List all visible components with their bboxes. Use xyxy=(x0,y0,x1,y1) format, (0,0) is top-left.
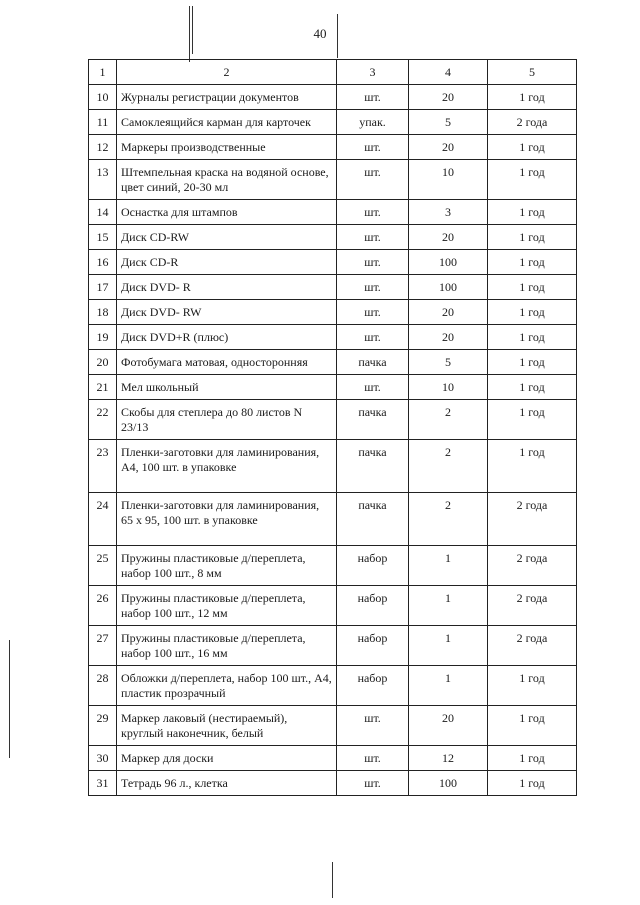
row-number: 20 xyxy=(89,350,117,375)
item-name: Журналы регистрации документов xyxy=(117,85,337,110)
item-name: Мел школьный xyxy=(117,375,337,400)
row-number: 17 xyxy=(89,275,117,300)
row-number: 12 xyxy=(89,135,117,160)
item-name: Пленки-заготовки для ламинирования, А4, 100 шт. в упаковке xyxy=(117,440,337,493)
table-row xyxy=(89,85,577,110)
quantity: 1 xyxy=(409,666,488,706)
row-number: 14 xyxy=(89,200,117,225)
unit-of-measure: пачка xyxy=(337,400,409,440)
unit-of-measure: шт. xyxy=(337,706,409,746)
item-name: Диск CD-R xyxy=(117,250,337,275)
item-name: Диск DVD- RW xyxy=(117,300,337,325)
quantity: 2 xyxy=(409,400,488,440)
item-name: Диск DVD- R xyxy=(117,275,337,300)
item-name: Штемпельная краска на водяной основе, цвет синий, 20-30 мл xyxy=(117,160,337,200)
quantity: 20 xyxy=(409,300,488,325)
table-row xyxy=(89,200,577,225)
item-name: Маркер лаковый (нестираемый), круглый наконечник, белый xyxy=(117,706,337,746)
service-term: 2 года xyxy=(488,586,577,626)
unit-of-measure: шт. xyxy=(337,300,409,325)
service-term: 1 год xyxy=(488,440,577,493)
page-number: 40 xyxy=(313,26,327,41)
row-number: 27 xyxy=(89,626,117,666)
column-header-2: 2 xyxy=(117,60,337,85)
service-term: 1 год xyxy=(488,350,577,375)
unit-of-measure: пачка xyxy=(337,440,409,493)
service-term: 1 год xyxy=(488,400,577,440)
table-row xyxy=(89,400,577,440)
unit-of-measure: шт. xyxy=(337,771,409,796)
service-term: 1 год xyxy=(488,85,577,110)
table-row xyxy=(89,706,577,746)
service-term: 1 год xyxy=(488,160,577,200)
unit-of-measure: шт. xyxy=(337,375,409,400)
unit-of-measure: шт. xyxy=(337,200,409,225)
unit-of-measure: шт. xyxy=(337,275,409,300)
row-number: 24 xyxy=(89,493,117,546)
item-name: Обложки д/переплета, набор 100 шт., А4, пластик прозрачный xyxy=(117,666,337,706)
row-number: 13 xyxy=(89,160,117,200)
service-term: 1 год xyxy=(488,200,577,225)
unit-of-measure: набор xyxy=(337,546,409,586)
service-term: 1 год xyxy=(488,300,577,325)
quantity: 5 xyxy=(409,110,488,135)
row-number: 28 xyxy=(89,666,117,706)
table-row xyxy=(89,440,577,493)
unit-of-measure: шт. xyxy=(337,135,409,160)
service-term: 1 год xyxy=(488,746,577,771)
quantity: 20 xyxy=(409,85,488,110)
unit-of-measure: пачка xyxy=(337,350,409,375)
row-number: 15 xyxy=(89,225,117,250)
row-number: 25 xyxy=(89,546,117,586)
row-number: 23 xyxy=(89,440,117,493)
item-name: Пружины пластиковые д/переплета, набор 100 шт., 12 мм xyxy=(117,586,337,626)
scan-artifact-line-left xyxy=(9,640,10,758)
table-row xyxy=(89,350,577,375)
unit-of-measure: упак. xyxy=(337,110,409,135)
quantity: 20 xyxy=(409,325,488,350)
column-header-4: 4 xyxy=(409,60,488,85)
table-row xyxy=(89,375,577,400)
table-row xyxy=(89,586,577,626)
quantity: 12 xyxy=(409,746,488,771)
quantity: 1 xyxy=(409,626,488,666)
table-row xyxy=(89,666,577,706)
goods-table-header xyxy=(89,60,577,85)
row-number: 22 xyxy=(89,400,117,440)
quantity: 10 xyxy=(409,375,488,400)
table-row xyxy=(89,275,577,300)
unit-of-measure: шт. xyxy=(337,160,409,200)
row-number: 11 xyxy=(89,110,117,135)
goods-table xyxy=(88,59,577,796)
column-header-1: 1 xyxy=(89,60,117,85)
table-row xyxy=(89,135,577,160)
service-term: 2 года xyxy=(488,546,577,586)
unit-of-measure: шт. xyxy=(337,85,409,110)
unit-of-measure: шт. xyxy=(337,746,409,771)
item-name: Самоклеящийся карман для карточек xyxy=(117,110,337,135)
item-name: Маркер для доски xyxy=(117,746,337,771)
unit-of-measure: шт. xyxy=(337,250,409,275)
quantity: 100 xyxy=(409,275,488,300)
table-row xyxy=(89,325,577,350)
row-number: 21 xyxy=(89,375,117,400)
quantity: 2 xyxy=(409,440,488,493)
unit-of-measure: набор xyxy=(337,666,409,706)
table-row xyxy=(89,110,577,135)
table-row xyxy=(89,250,577,275)
table-row xyxy=(89,160,577,200)
row-number: 31 xyxy=(89,771,117,796)
service-term: 1 год xyxy=(488,666,577,706)
service-term: 1 год xyxy=(488,225,577,250)
service-term: 2 года xyxy=(488,493,577,546)
table-row xyxy=(89,626,577,666)
unit-of-measure: набор xyxy=(337,586,409,626)
table-row xyxy=(89,493,577,546)
row-number: 10 xyxy=(89,85,117,110)
quantity: 1 xyxy=(409,546,488,586)
quantity: 10 xyxy=(409,160,488,200)
item-name: Пружины пластиковые д/переплета, набор 100 шт., 8 мм xyxy=(117,546,337,586)
row-number: 16 xyxy=(89,250,117,275)
quantity: 100 xyxy=(409,771,488,796)
item-name: Маркеры производственные xyxy=(117,135,337,160)
table-row xyxy=(89,225,577,250)
table-row xyxy=(89,300,577,325)
row-number: 26 xyxy=(89,586,117,626)
item-name: Диск CD-RW xyxy=(117,225,337,250)
quantity: 2 xyxy=(409,493,488,546)
service-term: 2 года xyxy=(488,110,577,135)
item-name: Пружины пластиковые д/переплета, набор 100 шт., 16 мм xyxy=(117,626,337,666)
unit-of-measure: шт. xyxy=(337,225,409,250)
quantity: 5 xyxy=(409,350,488,375)
quantity: 100 xyxy=(409,250,488,275)
service-term: 1 год xyxy=(488,706,577,746)
quantity: 1 xyxy=(409,586,488,626)
unit-of-measure: набор xyxy=(337,626,409,666)
row-number: 29 xyxy=(89,706,117,746)
item-name: Пленки-заготовки для ламинирования, 65 x 95, 100 шт. в упаковке xyxy=(117,493,337,546)
row-number: 19 xyxy=(89,325,117,350)
table-row xyxy=(89,546,577,586)
service-term: 1 год xyxy=(488,325,577,350)
table-row xyxy=(89,771,577,796)
quantity: 20 xyxy=(409,135,488,160)
service-term: 1 год xyxy=(488,771,577,796)
quantity: 20 xyxy=(409,706,488,746)
service-term: 1 год xyxy=(488,250,577,275)
table-row xyxy=(89,746,577,771)
service-term: 1 год xyxy=(488,135,577,160)
quantity: 20 xyxy=(409,225,488,250)
scan-artifact-line-bottom xyxy=(332,862,333,898)
column-header-3: 3 xyxy=(337,60,409,85)
goods-table-body xyxy=(89,85,577,796)
service-term: 1 год xyxy=(488,375,577,400)
row-number: 30 xyxy=(89,746,117,771)
service-term: 2 года xyxy=(488,626,577,666)
unit-of-measure: пачка xyxy=(337,493,409,546)
unit-of-measure: шт. xyxy=(337,325,409,350)
item-name: Тетрадь 96 л., клетка xyxy=(117,771,337,796)
item-name: Скобы для степлера до 80 листов N 23/13 xyxy=(117,400,337,440)
row-number: 18 xyxy=(89,300,117,325)
column-header-5: 5 xyxy=(488,60,577,85)
quantity: 3 xyxy=(409,200,488,225)
item-name: Диск DVD+R (плюс) xyxy=(117,325,337,350)
item-name: Фотобумага матовая, односторонняя xyxy=(117,350,337,375)
service-term: 1 год xyxy=(488,275,577,300)
item-name: Оснастка для штампов xyxy=(117,200,337,225)
